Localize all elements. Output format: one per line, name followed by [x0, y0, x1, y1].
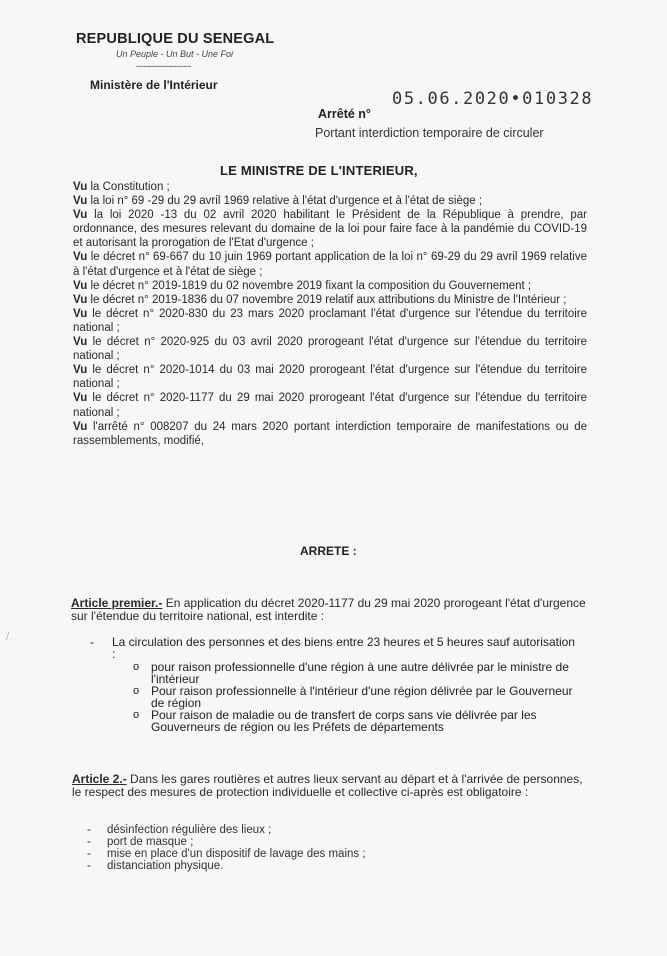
- list-item: o Pour raison de maladie ou de transfert de corps sans vie délivrée par les Gouverneurs de région ou les Préfets de départements: [133, 708, 537, 734]
- ministry-name: Ministère de l'Intérieur: [90, 78, 218, 92]
- minister-title: LE MINISTRE DE L'INTERIEUR,: [220, 163, 418, 178]
- vu-item: Vu le décret n° 69-667 du 10 juin 1969 portant application de la loi n° 69-29 du 29 avril 1969 relative à l'état d'urgence et à l'état de siège ;: [73, 251, 587, 278]
- dash-marker: -: [90, 635, 94, 649]
- article1-sub-list: [133, 662, 583, 734]
- vu-item: Vu le décret n° 2020-830 du 23 mars 2020 proclamant l'état d'urgence sur l'étendue du territoire national ;: [73, 307, 587, 334]
- decree-subject: Portant interdiction temporaire de circuler: [315, 126, 544, 140]
- header-separator: ----------------------: [136, 61, 191, 71]
- list-item: - port de masque ;: [87, 836, 194, 848]
- scan-speck: /: [6, 629, 10, 643]
- vu-item: Vu le décret n° 2019-1836 du 07 novembre 2019 relatif aux attributions du Ministre de l'Intérieur ;: [73, 293, 567, 306]
- decree-number-stamp: 05.06.2020•010328: [392, 89, 594, 109]
- vu-item: Vu la Constitution ;: [73, 181, 170, 193]
- vu-item: Vu le décret n° 2020-1014 du 03 mai 2020 prorogeant l'état d'urgence sur l'étendue du territoire national ;: [73, 364, 587, 391]
- article1-text: En application du décret 2020-1177 du 29 mai 2020 prorogeant l'état d'urgence sur l'étendue du territoire national, est interdite :: [71, 596, 586, 623]
- vu-item: Vu le décret n° 2020-1177 du 29 mai 2020 prorogeant l'état d'urgence sur l'étendue du territoire national ;: [73, 392, 587, 419]
- article2-list: [87, 824, 366, 872]
- article1-bullet-text: La circulation des personnes et des biens entre 23 heures et 5 heures sauf autorisation :: [112, 635, 575, 662]
- circle-bullet-icon: o: [133, 709, 140, 721]
- article2-heading: Article 2.-: [72, 772, 127, 786]
- vu-item: Vu le décret n° 2020-925 du 03 avril 2020 prorogeant l'état d'urgence sur l'étendue du territoire national ;: [73, 336, 587, 363]
- republic-title: REPUBLIQUE DU SENEGAL: [76, 31, 275, 47]
- article1-heading: Article premier.-: [71, 596, 163, 610]
- vu-item: Vu le décret n° 2019-1819 du 02 novembre 2019 fixant la composition du Gouvernement ;: [73, 279, 532, 292]
- circle-bullet-icon: o: [133, 661, 140, 673]
- circle-bullet-icon: o: [133, 685, 140, 697]
- national-motto: Un Peuple - Un But - Une Foi: [116, 49, 234, 59]
- vu-item: Vu l'arrêté n° 008207 du 24 mars 2020 portant interdiction temporaire de manifestations ou de rassemblements, modifié,: [73, 420, 587, 447]
- decree-label: Arrêté n°: [318, 107, 371, 121]
- list-item: o pour raison professionnelle d'une région à une autre délivrée par le ministre de l'intérieur: [133, 660, 569, 686]
- article2-paragraph: [72, 773, 586, 798]
- vu-item: Vu la loi n° 69 -29 du 29 avril 1969 relative à l'état d'urgence et à l'état de siège ;: [73, 195, 483, 208]
- list-item: o Pour raison professionnelle à l'intérieur d'une région délivrée par le Gouverneur de région: [133, 684, 573, 710]
- arrete-heading: ARRETE :: [300, 544, 357, 558]
- list-item: - distanciation physique.: [87, 860, 224, 872]
- article1-bullet: [90, 636, 580, 661]
- vu-list: [73, 180, 587, 448]
- article1-paragraph: [71, 597, 586, 622]
- article2-text: Dans les gares routières et autres lieux servant au départ et à l'arrivée de personnes, le respect des mesures de protection individuelle et collective ci-après est obligatoire :: [72, 772, 583, 799]
- list-item: - mise en place d'un dispositif de lavage des mains ;: [87, 848, 366, 860]
- vu-item: Vu la loi 2020 -13 du 02 avril 2020 habilitant le Président de la République à prendre, par ordonnance, des mesures relevant du domaine de la loi pour faire face à la pandémie du COVID-19 et autorisant la prorogation de l'Etat d'urgence ;: [73, 209, 587, 250]
- list-item: - désinfection régulière des lieux ;: [87, 824, 272, 836]
